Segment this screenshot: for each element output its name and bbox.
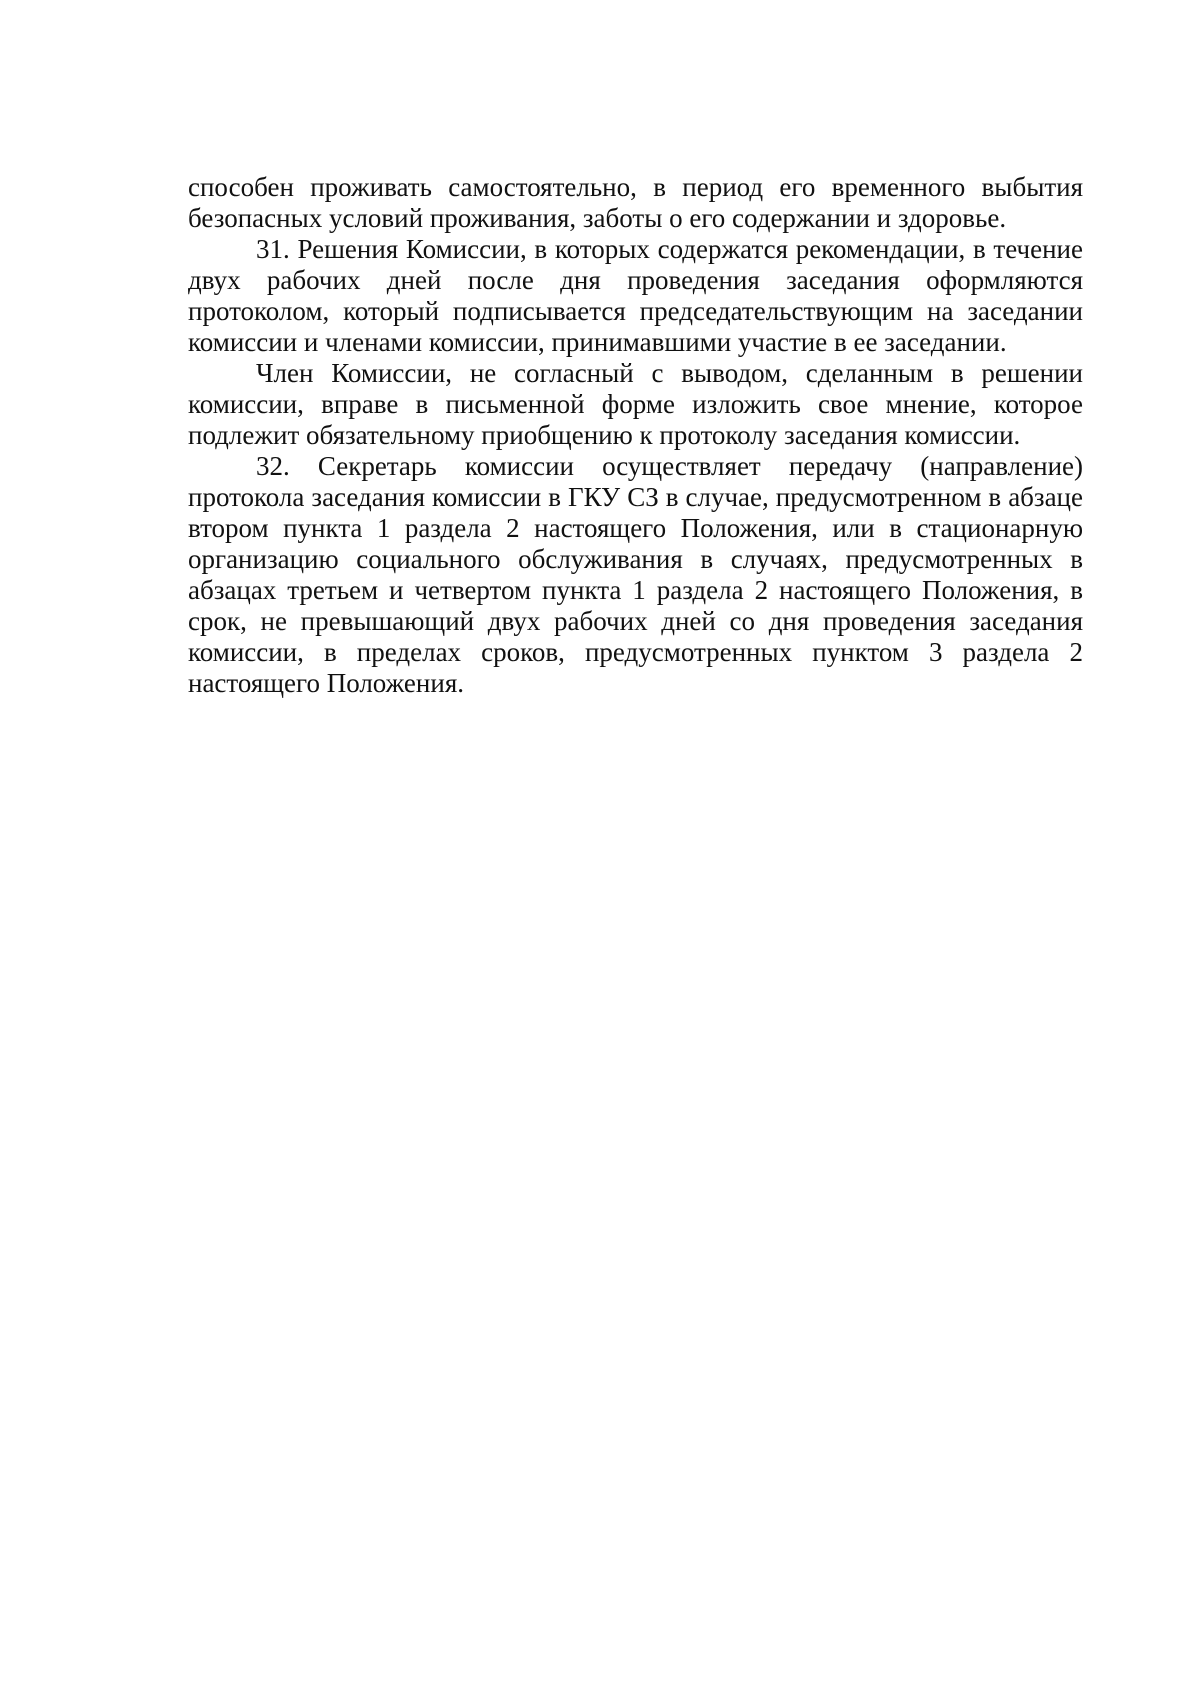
document-body — [188, 172, 1083, 699]
paragraph-dissenting-opinion: Член Комиссии, не согласный с выводом, сделанным в решении комиссии, вправе в письменной форме изложить свое мнение, которое подлежит обязательному приобщению к протоколу заседания комиссии. — [188, 358, 1083, 450]
paragraph-item-31: 31. Решения Комиссии, в которых содержатся рекомендации, в течение двух рабочих дней после дня проведения заседания оформляются протоколом, который подписывается председательствующим на заседании комиссии и членами комиссии, принимавшими участие в ее заседании. — [188, 234, 1083, 357]
paragraph-item-32: 32. Секретарь комиссии осуществляет передачу (направление) протокола заседания комиссии в ГКУ СЗ в случае, предусмотренном в абзаце втором пункта 1 раздела 2 настоящего Положения, или в стационарную организацию социального обслуживания в случаях, предусмотренных в абзацах третьем и четвертом пункта 1 раздела 2 настоящего Положения, в срок, не превышающий двух рабочих дней со дня проведения заседания комиссии, в пределах сроков, предусмотренных пунктом 3 раздела 2 настоящего Положения. — [188, 451, 1083, 698]
paragraph-continuation: способен проживать самостоятельно, в период его временного выбытия безопасных условий проживания, заботы о его содержании и здоровье. — [188, 172, 1083, 233]
